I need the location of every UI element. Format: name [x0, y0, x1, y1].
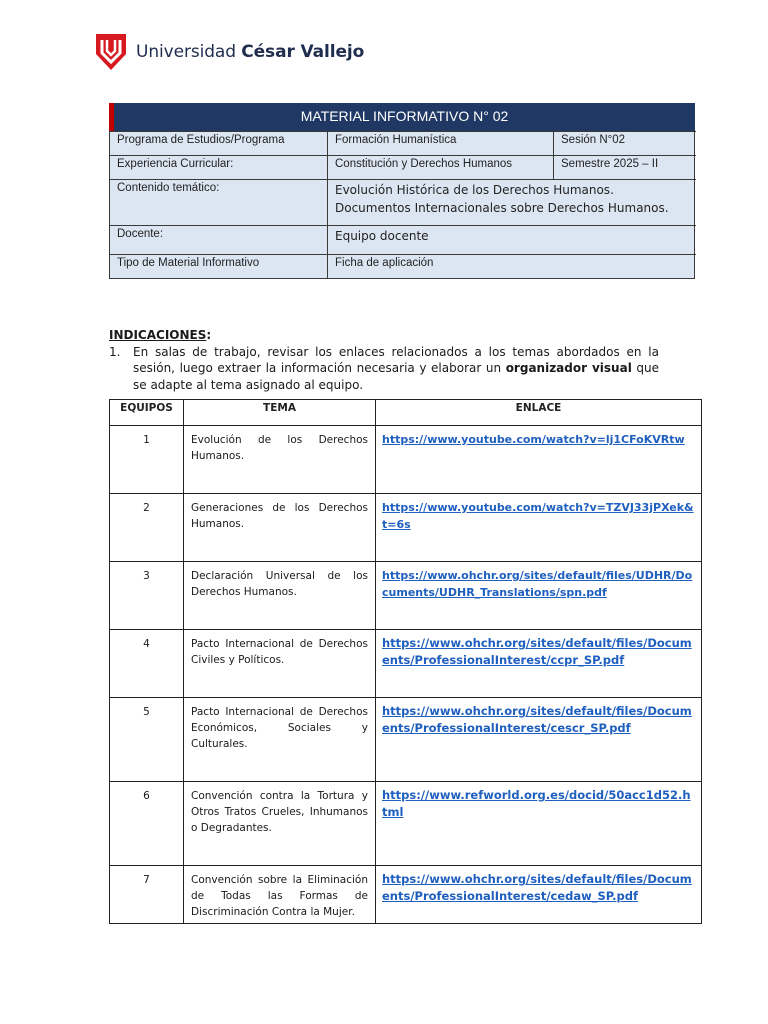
team-link[interactable]: https://www.ohchr.org/sites/default/files/Documents/ProfessionalInterest/ccpr_SP.pdf: [382, 636, 692, 667]
indications-section: [109, 327, 659, 393]
table-row: [110, 426, 702, 494]
logo-text-regular: Universidad: [136, 42, 236, 62]
team-topic: Declaración Universal de los Derechos Humanos.: [184, 562, 376, 630]
team-link-cell: [376, 426, 702, 494]
university-logo: [96, 33, 364, 71]
team-link-cell: [376, 562, 702, 630]
info-value-program: Formación Humanística: [328, 131, 554, 155]
team-number: 2: [110, 494, 184, 562]
indication-item: [109, 344, 659, 394]
table-row: [110, 494, 702, 562]
table-row: [110, 866, 702, 924]
team-link-cell: [376, 494, 702, 562]
info-grid: [109, 131, 695, 279]
indications-heading: INDICACIONES:: [109, 328, 212, 342]
info-session: Sesión N°02: [554, 131, 696, 155]
info-value-material-type: Ficha de aplicación: [328, 254, 696, 278]
team-topic: Pacto Internacional de Derechos Económicos, Sociales y Culturales.: [184, 698, 376, 782]
team-topic: Pacto Internacional de Derechos Civiles y Políticos.: [184, 630, 376, 698]
team-link[interactable]: https://www.ohchr.org/sites/default/files/UDHR/Documents/UDHR_Translations/spn.pdf: [382, 569, 693, 599]
indication-bold-text: organizador visual: [505, 361, 632, 375]
table-row: [110, 630, 702, 698]
team-topic: Convención contra la Tortura y Otros Tratos Crueles, Inhumanos o Degradantes.: [184, 782, 376, 866]
team-number: 1: [110, 426, 184, 494]
header-topic: TEMA: [184, 400, 376, 426]
info-table-title: MATERIAL INFORMATIVO N° 02: [109, 103, 695, 131]
info-label-material-type: Tipo de Material Informativo: [110, 254, 328, 278]
info-label-course: Experiencia Curricular:: [110, 155, 328, 179]
info-value-course: Constitución y Derechos Humanos: [328, 155, 554, 179]
team-link[interactable]: https://www.refworld.org.es/docid/50acc1d52.html: [382, 788, 691, 819]
logo-text-bold: César Vallejo: [241, 42, 365, 62]
team-topic: Generaciones de los Derechos Humanos.: [184, 494, 376, 562]
info-semester: Semestre 2025 – II: [554, 155, 696, 179]
info-value-teacher: Equipo docente: [328, 225, 696, 254]
header-link: ENLACE: [376, 400, 702, 426]
info-value-content: Evolución Histórica de los Derechos Humanos. Documentos Internacionales sobre Derechos Humanos.: [328, 179, 696, 225]
team-link[interactable]: https://www.youtube.com/watch?v=lj1CFoKVRtw: [382, 433, 685, 446]
team-number: 6: [110, 782, 184, 866]
team-link[interactable]: https://www.youtube.com/watch?v=TZVJ33jPXek&t=6s: [382, 501, 694, 531]
team-number: 5: [110, 698, 184, 782]
logo-wordmark: [136, 42, 364, 62]
team-topic: Evolución de los Derechos Humanos.: [184, 426, 376, 494]
info-label-teacher: Docente:: [110, 225, 328, 254]
indication-text: En salas de trabajo, revisar los enlaces relacionados a los temas abordados en la sesión, luego extraer la información necesaria y elaborar un organizador visual que se adapte al tema asignado al equipo.: [133, 344, 659, 392]
team-link-cell: [376, 698, 702, 782]
team-number: 4: [110, 630, 184, 698]
team-link[interactable]: https://www.ohchr.org/sites/default/files/Documents/ProfessionalInterest/cedaw_SP.pdf: [382, 872, 692, 903]
table-row: [110, 782, 702, 866]
team-link-cell: [376, 782, 702, 866]
team-number: 7: [110, 866, 184, 924]
table-row: [110, 698, 702, 782]
team-link[interactable]: https://www.ohchr.org/sites/default/files/Documents/ProfessionalInterest/cescr_SP.pdf: [382, 704, 692, 735]
info-label-content: Contenido temático:: [110, 179, 328, 225]
team-number: 3: [110, 562, 184, 630]
table-header-row: [110, 400, 702, 426]
table-row: [110, 562, 702, 630]
teams-table: [109, 399, 702, 924]
info-table: [109, 103, 695, 279]
team-link-cell: [376, 866, 702, 924]
header-teams: EQUIPOS: [110, 400, 184, 426]
ucv-shield-logo-icon: [96, 34, 126, 70]
info-label-program: Programa de Estudios/Programa: [110, 131, 328, 155]
team-topic: Convención sobre la Eliminación de Todas las Formas de Discriminación Contra la Mujer.: [184, 866, 376, 924]
team-link-cell: [376, 630, 702, 698]
indication-number: 1.: [109, 344, 121, 359]
